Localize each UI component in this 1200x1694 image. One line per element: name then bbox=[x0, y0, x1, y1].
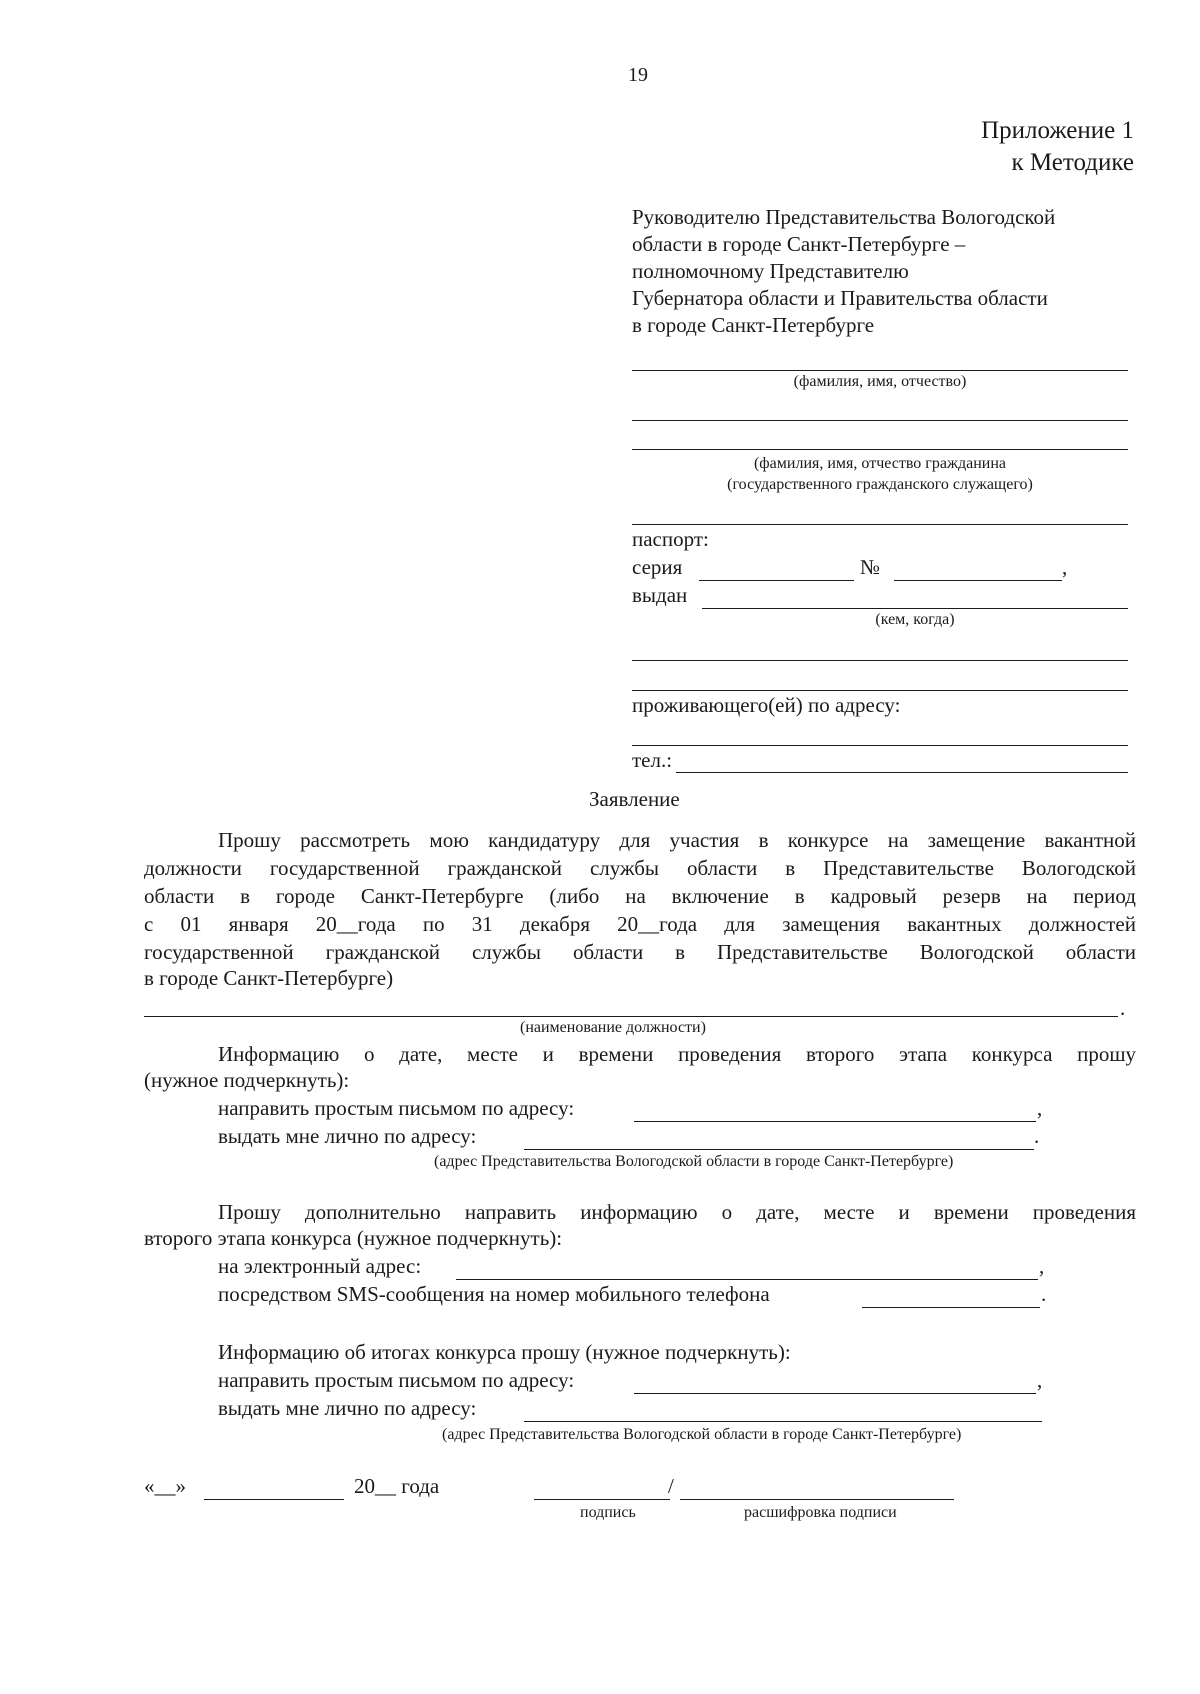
page-number: 19 bbox=[628, 64, 648, 86]
date-month-line bbox=[204, 1499, 344, 1500]
passport-number-label: № bbox=[860, 555, 881, 579]
addressee-line-2: области в городе Санкт-Петербурге – bbox=[632, 232, 966, 256]
email-line bbox=[456, 1279, 1038, 1280]
passport-issued-line bbox=[702, 608, 1128, 609]
addressee-line-5: в городе Санкт-Петербурге bbox=[632, 313, 875, 337]
addressee-line-1: Руководителю Представительства Вологодской bbox=[632, 205, 1056, 229]
p1-line-4: с 01 января 20__года по 31 декабря 20__года для замещения вакантных должностей bbox=[144, 912, 1136, 936]
p1-line-5: государственной гражданской службы области в Представительстве Вологодской области bbox=[144, 940, 1136, 964]
caption-citizen-2: (государственного гражданского служащего) bbox=[727, 476, 1033, 493]
hand-over-2-label: выдать мне лично по адресу: bbox=[218, 1396, 477, 1420]
p1-line-1: Прошу рассмотреть мою кандидатуру для участия в конкурсе на замещение вакантной bbox=[218, 828, 1136, 852]
phone-label: тел.: bbox=[632, 748, 673, 772]
passport-extra-line-2 bbox=[632, 690, 1128, 691]
signature-line bbox=[534, 1499, 670, 1500]
caption-fio: (фамилия, имя, отчество) bbox=[793, 373, 967, 390]
residence-label: проживающего(ей) по адресу: bbox=[632, 693, 901, 717]
fio-head-line bbox=[632, 370, 1128, 371]
addressee-line-3: полномочному Представителю bbox=[632, 259, 909, 283]
passport-extra-line-1 bbox=[632, 660, 1128, 661]
date-day: «__» bbox=[144, 1474, 186, 1498]
p1-line-3: области в городе Санкт-Петербурге (либо на включение в кадровый резерв на период bbox=[144, 884, 1136, 908]
caption-position: (наименование должности) bbox=[520, 1019, 706, 1036]
p1-line-6: в городе Санкт-Петербурге) bbox=[144, 966, 394, 990]
send-by-mail-label: направить простым письмом по адресу: bbox=[218, 1096, 575, 1120]
send-by-mail-line bbox=[634, 1121, 1036, 1122]
caption-signature-decode: расшифровка подписи bbox=[744, 1504, 897, 1521]
sms-label: посредством SMS-сообщения на номер мобильного телефона bbox=[218, 1282, 770, 1306]
passport-number-line bbox=[894, 580, 1062, 581]
send-by-mail-2-comma: , bbox=[1037, 1368, 1043, 1392]
residence-line bbox=[632, 745, 1128, 746]
passport-series-label: серия bbox=[632, 555, 683, 579]
addressee-line-4: Губернатора области и Правительства области bbox=[632, 286, 1048, 310]
send-by-mail-comma: , bbox=[1037, 1096, 1043, 1120]
p3-line-1: Прошу дополнительно направить информацию о дате, месте и времени проведения bbox=[218, 1200, 1136, 1224]
hand-over-2-line bbox=[524, 1421, 1042, 1422]
hand-over-label: выдать мне лично по адресу: bbox=[218, 1124, 477, 1148]
send-by-mail-2-line bbox=[634, 1393, 1036, 1394]
position-line bbox=[144, 1016, 1118, 1017]
p1-line-2: должности государственной гражданской службы области в Представительстве Вологодской bbox=[144, 856, 1136, 880]
email-label: на электронный адрес: bbox=[218, 1254, 422, 1278]
signature-decode-line bbox=[680, 1499, 954, 1500]
appendix-title: Приложение 1 bbox=[981, 117, 1134, 144]
hand-over-line bbox=[524, 1149, 1034, 1150]
sms-line bbox=[862, 1307, 1040, 1308]
passport-issued-label: выдан bbox=[632, 583, 688, 607]
citizen-line-2 bbox=[632, 449, 1128, 450]
citizen-line-3 bbox=[632, 524, 1128, 525]
passport-comma: , bbox=[1062, 555, 1068, 579]
date-year: 20__ года bbox=[354, 1474, 440, 1498]
document-title: Заявление bbox=[589, 787, 680, 811]
caption-office-address-1: (адрес Представительства Вологодской области в городе Санкт-Петербурге) bbox=[434, 1153, 954, 1170]
position-period: . bbox=[1120, 996, 1126, 1020]
caption-citizen-1: (фамилия, имя, отчество гражданина bbox=[753, 455, 1007, 472]
p3-line-2: второго этапа конкурса (нужное подчеркнуть): bbox=[144, 1226, 563, 1250]
appendix-subtitle: к Методике bbox=[1011, 149, 1134, 176]
passport-label: паспорт: bbox=[632, 527, 709, 551]
signature-slash: / bbox=[668, 1474, 674, 1498]
phone-line bbox=[676, 772, 1128, 773]
sms-period: . bbox=[1041, 1282, 1047, 1306]
send-by-mail-2-label: направить простым письмом по адресу: bbox=[218, 1368, 575, 1392]
email-comma: , bbox=[1039, 1254, 1045, 1278]
hand-over-period: . bbox=[1034, 1124, 1040, 1148]
passport-series-line bbox=[699, 580, 854, 581]
p2-line-2: (нужное подчеркнуть): bbox=[144, 1068, 350, 1092]
caption-issued-by: (кем, когда) bbox=[875, 611, 955, 628]
citizen-line-1 bbox=[632, 420, 1128, 421]
p2-line-1: Информацию о дате, месте и времени проведения второго этапа конкурса прошу bbox=[218, 1042, 1136, 1066]
p4-line: Информацию об итогах конкурса прошу (нужное подчеркнуть): bbox=[218, 1340, 791, 1364]
caption-office-address-2: (адрес Представительства Вологодской области в городе Санкт-Петербурге) bbox=[442, 1426, 962, 1443]
caption-signature: подпись bbox=[580, 1504, 636, 1521]
